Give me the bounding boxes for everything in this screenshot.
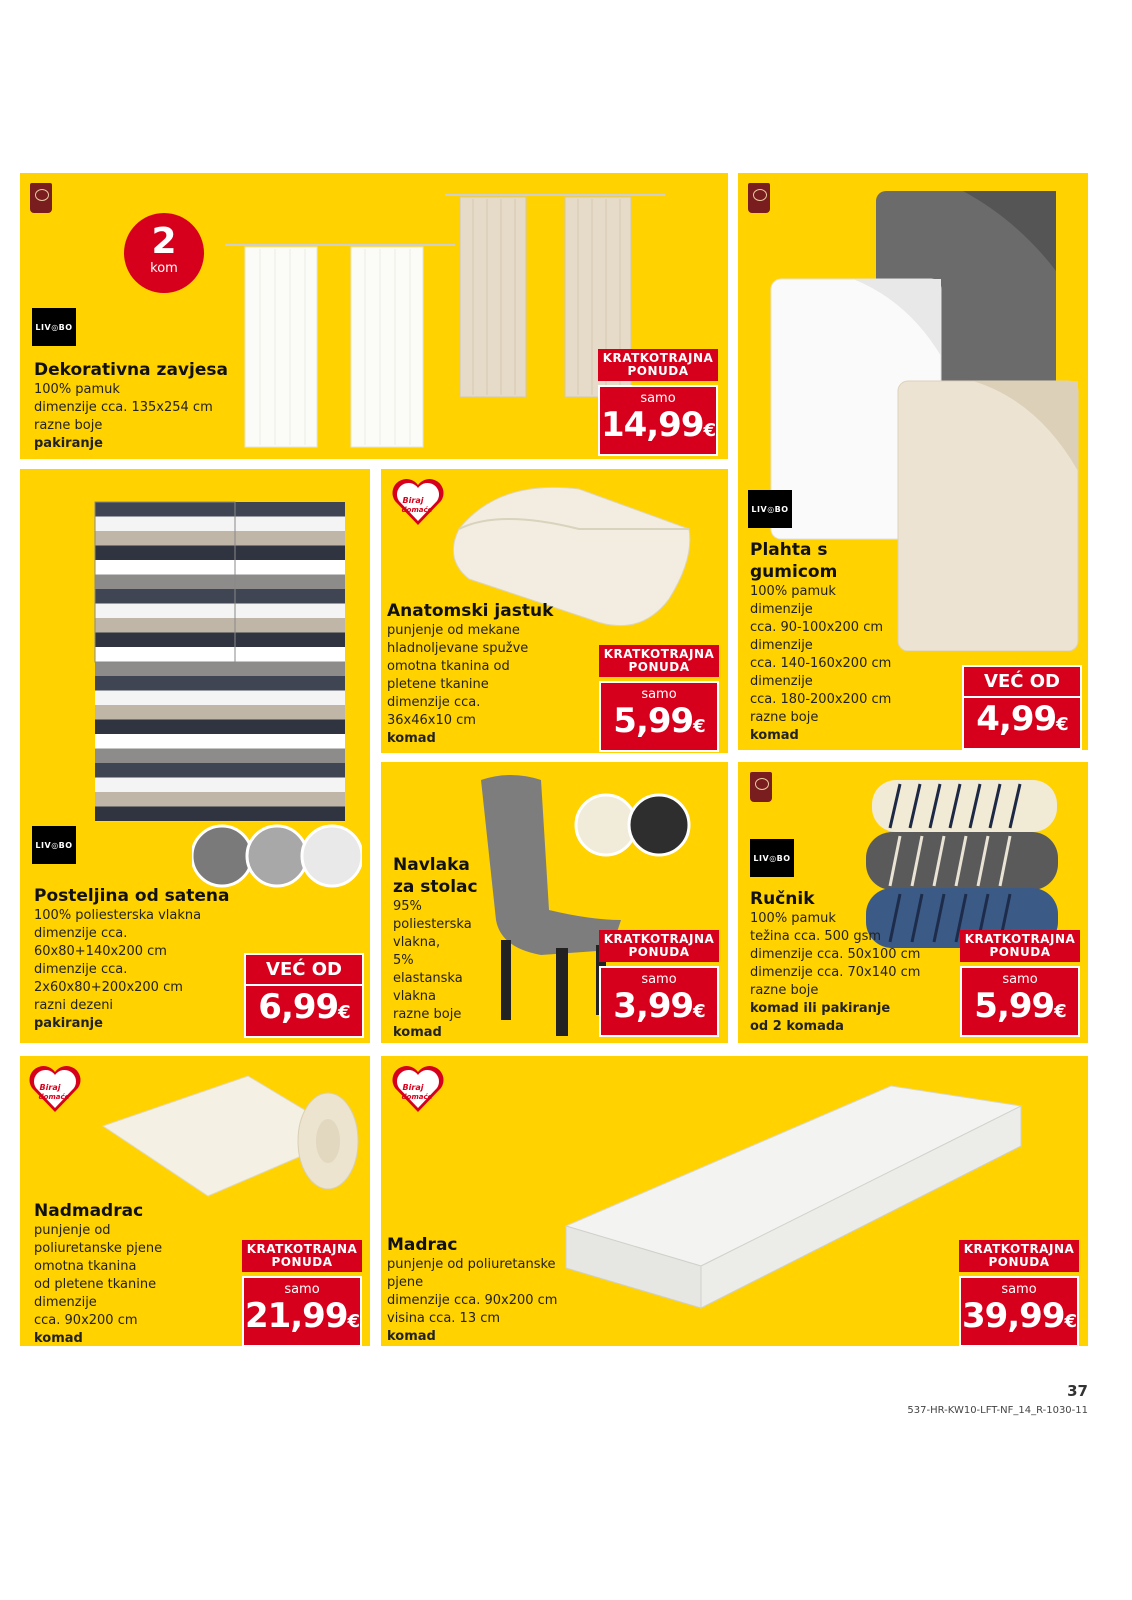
price-box <box>242 1276 362 1346</box>
desc-line: cca. 90-100x200 cm <box>750 620 884 635</box>
product-title: Plahta s <box>750 540 828 560</box>
desc-line: omotna tkanina od <box>387 659 510 674</box>
heart-text: Biraj <box>402 1083 424 1092</box>
desc-line: dimenzije cca. <box>34 926 128 941</box>
price-value <box>601 987 717 1035</box>
price-amount: 5,99 <box>613 701 694 741</box>
badge-tag-line: PONUDA <box>628 660 690 674</box>
desc-note: komad <box>387 1329 436 1344</box>
desc-line: 95% <box>393 899 422 914</box>
bedding-stripe <box>95 749 345 764</box>
panel-pillow <box>381 469 728 753</box>
desc-note: od 2 komada <box>750 1019 844 1034</box>
mattress-description <box>387 1234 607 1346</box>
badge-tag-line: KRATKOTRAJNA <box>246 1242 358 1256</box>
desc-line: dimenzije <box>750 602 813 617</box>
price-currency: € <box>338 1002 350 1023</box>
desc-line: cca. 140-160x200 cm <box>750 656 892 671</box>
desc-line: dimenzije <box>34 1295 97 1310</box>
heart-text: domaće <box>38 1093 70 1101</box>
price-currency: € <box>693 1001 705 1022</box>
desc-line: pjene <box>387 1275 424 1290</box>
price-badge <box>959 1240 1079 1346</box>
desc-line: 60x80+140x200 cm <box>34 944 167 959</box>
price-samo: samo <box>284 1282 320 1297</box>
desc-line: težina cca. 500 gsm <box>750 929 882 944</box>
quantity-number: 2 <box>151 221 177 262</box>
topper-description <box>34 1200 234 1346</box>
desc-line: dimenzije <box>750 638 813 653</box>
bedding-stripe <box>95 647 345 662</box>
biraj-domace-heart-icon <box>391 477 445 527</box>
price-badge <box>599 645 719 752</box>
price-badge <box>244 953 364 1038</box>
price-samo: samo <box>1002 972 1038 987</box>
panel-mattress <box>381 1056 1088 1346</box>
bedding-stripe <box>95 763 345 778</box>
panel-sheet <box>738 173 1088 750</box>
price-amount: 39,99 <box>961 1296 1065 1336</box>
price-value <box>961 1297 1077 1345</box>
badge-tag-line: KRATKOTRAJNA <box>602 351 714 365</box>
panel-curtain <box>20 173 728 459</box>
bedding-stripe <box>95 691 345 706</box>
badge-tag-line: KRATKOTRAJNA <box>964 932 1076 946</box>
desc-line: dimenzije cca. 90x200 cm <box>387 1293 558 1308</box>
desc-note: pakiranje <box>34 436 103 451</box>
badge-tag-line: PONUDA <box>271 1255 333 1269</box>
price-currency: € <box>347 1311 360 1332</box>
desc-line: punjenje od poliuretanske <box>387 1257 556 1272</box>
bedding-stripe <box>95 546 345 561</box>
desc-line: punjenje od <box>34 1223 111 1238</box>
desc-line: dimenzije cca. <box>34 962 128 977</box>
desc-line: razne boje <box>393 1007 462 1022</box>
price-box <box>598 385 718 456</box>
panel-towel <box>738 762 1088 1043</box>
topper-image <box>98 1066 360 1206</box>
bedding-stripe <box>95 676 345 691</box>
curtain-description <box>34 359 254 453</box>
price-currency: € <box>1064 1311 1077 1332</box>
bedding-stripe <box>95 807 345 822</box>
price-badge <box>599 930 719 1037</box>
price-amount: 21,99 <box>244 1296 348 1336</box>
desc-line: omotna tkanina <box>34 1259 137 1274</box>
panel-bedding <box>20 469 370 1043</box>
bedding-swatches <box>192 821 362 891</box>
desc-line: elastanska <box>393 971 463 986</box>
price-amount: 14,99 <box>600 405 704 445</box>
product-title: gumicom <box>750 562 838 582</box>
price-samo: samo <box>1001 1282 1037 1297</box>
bedding-stripe <box>95 531 345 546</box>
price-box <box>599 681 719 752</box>
badge-tag <box>242 1240 362 1272</box>
bedding-stripe <box>95 633 345 648</box>
price-currency: € <box>1056 714 1068 735</box>
desc-line: cca. 180-200x200 cm <box>750 692 892 707</box>
desc-line: od pletene tkanine <box>34 1277 157 1292</box>
price-amount: 3,99 <box>613 986 694 1026</box>
badge-tag-line: KRATKOTRAJNA <box>603 932 715 946</box>
desc-line: 36x46x10 cm <box>387 713 476 728</box>
price-value <box>600 406 716 454</box>
pillow-description <box>387 600 587 748</box>
product-title: Anatomski jastuk <box>387 601 554 621</box>
desc-note: komad ili pakiranje <box>750 1001 891 1016</box>
bedding-stripe <box>95 502 345 517</box>
bedding-stripe <box>95 734 345 749</box>
quantity-unit: kom <box>150 261 178 276</box>
badge-tag <box>959 1240 1079 1272</box>
price-badge <box>960 930 1080 1037</box>
chaircover-swatches <box>574 792 694 862</box>
panel-topper <box>20 1056 370 1346</box>
desc-line: punjenje od mekane <box>387 623 520 638</box>
quality-seal-icon <box>750 772 772 802</box>
product-title: Ručnik <box>750 889 815 909</box>
quality-seal-icon <box>30 183 52 213</box>
desc-line: pletene tkanine <box>387 677 489 692</box>
desc-line: razne boje <box>750 983 819 998</box>
desc-note: komad <box>34 1331 83 1346</box>
desc-line: dimenzije cca. 70x140 cm <box>750 965 921 980</box>
price-currency: € <box>703 420 716 441</box>
bedding-stripe <box>95 720 345 735</box>
price-value <box>962 987 1078 1035</box>
price-badge <box>962 665 1082 750</box>
badge-tag-line: PONUDA <box>627 364 689 378</box>
product-title: Dekorativna zavjesa <box>34 360 228 380</box>
bedding-stripe <box>95 604 345 619</box>
biraj-domace-heart-icon <box>391 1064 445 1114</box>
badge-tag-line: KRATKOTRAJNA <box>963 1242 1075 1256</box>
badge-tag <box>599 645 719 677</box>
bedding-stripe <box>95 705 345 720</box>
biraj-domace-heart-icon <box>28 1064 82 1114</box>
brand-logo: LIV◎BO <box>750 839 794 877</box>
bedding-stripe <box>95 589 345 604</box>
bedding-stripe <box>95 517 345 532</box>
quality-seal-icon <box>748 183 770 213</box>
desc-note: komad <box>387 731 436 746</box>
desc-line: razni dezeni <box>34 998 114 1013</box>
desc-line: razne boje <box>750 710 819 725</box>
bedding-stripe <box>95 560 345 575</box>
price-value <box>964 698 1080 748</box>
price-value <box>244 1297 360 1345</box>
bedding-image <box>90 497 360 827</box>
bedding-stripe <box>95 575 345 590</box>
price-currency: € <box>693 716 705 737</box>
desc-line: vlakna, <box>393 935 441 950</box>
heart-text: domaće <box>401 1093 433 1101</box>
bedding-stripe <box>95 792 345 807</box>
heart-text: Biraj <box>402 496 424 505</box>
desc-line: dimenzije cca. 50x100 cm <box>750 947 921 962</box>
desc-line: visina cca. 13 cm <box>387 1311 501 1326</box>
price-badge <box>598 349 718 456</box>
bedding-stripe <box>95 618 345 633</box>
price-value <box>246 986 362 1036</box>
bedding-stripe <box>95 778 345 793</box>
bedding-stripe <box>95 662 345 677</box>
price-box <box>959 1276 1079 1346</box>
price-samo: samo <box>641 687 677 702</box>
product-title: za stolac <box>393 877 478 897</box>
price-amount: 4,99 <box>976 699 1057 739</box>
product-title: Navlaka <box>393 855 470 875</box>
desc-line: 100% pamuk <box>750 584 836 599</box>
desc-line: 5% <box>393 953 414 968</box>
product-title: Madrac <box>387 1235 458 1255</box>
badge-tag <box>599 930 719 962</box>
quantity-circle <box>124 213 204 293</box>
desc-line: dimenzije <box>750 674 813 689</box>
bedding-description <box>34 885 254 1033</box>
page-number: 37 <box>1067 1382 1088 1400</box>
desc-note: komad <box>393 1025 442 1040</box>
price-box <box>244 986 364 1038</box>
desc-line: 100% pamuk <box>750 911 836 926</box>
desc-line: 100% poliesterska vlakna <box>34 908 202 923</box>
desc-line: cca. 90x200 cm <box>34 1313 138 1328</box>
sheet-description <box>750 539 930 745</box>
desc-line: hladnoljevane spužve <box>387 641 529 656</box>
desc-note: pakiranje <box>34 1016 103 1031</box>
price-box <box>599 966 719 1037</box>
towel-description <box>750 888 950 1036</box>
badge-tag <box>960 930 1080 962</box>
price-box <box>960 966 1080 1037</box>
desc-line: poliesterska <box>393 917 472 932</box>
brand-logo: LIV◎BO <box>748 490 792 528</box>
desc-line: dimenzije cca. 135x254 cm <box>34 400 213 415</box>
desc-line: poliuretanske pjene <box>34 1241 163 1256</box>
price-currency: € <box>1054 1001 1066 1022</box>
brand-logo: LIV◎BO <box>32 308 76 346</box>
heart-text: Biraj <box>39 1083 61 1092</box>
badge-from: VEĆ OD <box>962 665 1082 698</box>
price-samo: samo <box>640 391 676 406</box>
price-badge <box>242 1240 362 1346</box>
badge-tag <box>598 349 718 381</box>
heart-text: domaće <box>401 506 433 514</box>
price-amount: 6,99 <box>258 987 339 1027</box>
page-code: 537-HR-KW10-LFT-NF_14_R-1030-11 <box>907 1405 1088 1416</box>
desc-line: dimenzije cca. <box>387 695 481 710</box>
price-amount: 5,99 <box>974 986 1055 1026</box>
price-samo: samo <box>641 972 677 987</box>
badge-tag-line: PONUDA <box>988 1255 1050 1269</box>
badge-tag-line: PONUDA <box>989 945 1051 959</box>
panel-chaircover <box>381 762 728 1043</box>
desc-note: komad <box>750 728 799 743</box>
desc-line: 2x60x80+200x200 cm <box>34 980 183 995</box>
badge-tag-line: KRATKOTRAJNA <box>603 647 715 661</box>
product-title: Nadmadrac <box>34 1201 144 1221</box>
desc-line: razne boje <box>34 418 103 433</box>
product-title: Posteljina od satena <box>34 886 230 906</box>
price-value <box>601 702 717 750</box>
badge-from: VEĆ OD <box>244 953 364 986</box>
desc-line: 100% pamuk <box>34 382 120 397</box>
badge-tag-line: PONUDA <box>628 945 690 959</box>
price-box <box>962 698 1082 750</box>
brand-logo: LIV◎BO <box>32 826 76 864</box>
desc-line: vlakna <box>393 989 437 1004</box>
chaircover-description <box>393 854 503 1042</box>
